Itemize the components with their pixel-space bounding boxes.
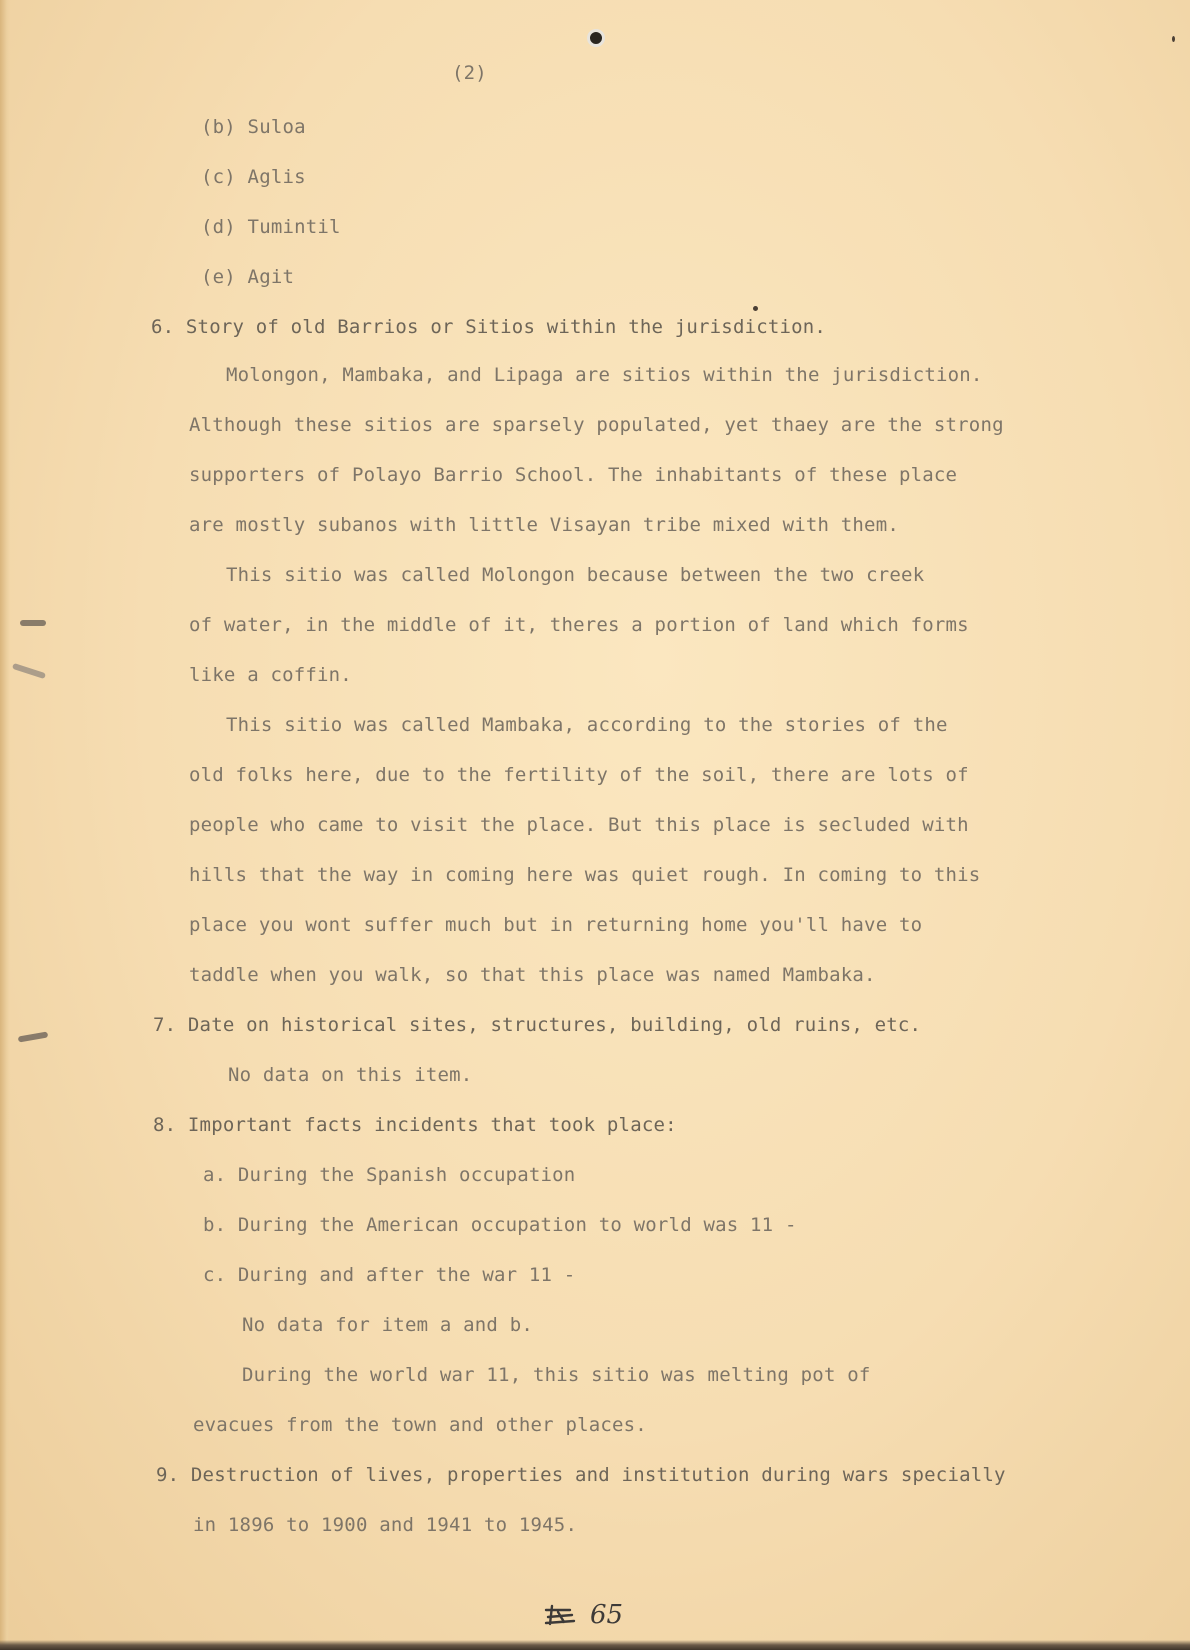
section-heading: 9. Destruction of lives, properties and institution during wars specially [156, 1464, 1006, 1486]
sublist-item: (b) Suloa [201, 116, 306, 138]
handwritten-scribble-icon [544, 1604, 576, 1626]
page-bottom-edge [0, 1640, 1190, 1650]
sublist-item: (c) Aglis [201, 166, 306, 188]
paragraph-line: During the world war 11, this sitio was melting pot of [242, 1364, 871, 1386]
page-damage-mark [12, 663, 46, 679]
paragraph-line: in 1896 to 1900 and 1941 to 1945. [193, 1514, 578, 1536]
paragraph-line: No data on this item. [228, 1064, 473, 1086]
paragraph-line: evacues from the town and other places. [193, 1414, 647, 1436]
subitem: b. During the American occupation to world was 11 - [203, 1214, 797, 1236]
section-heading: 7. Date on historical sites, structures, building, old ruins, etc. [153, 1014, 922, 1036]
paragraph-line: supporters of Polayo Barrio School. The inhabitants of these place [189, 464, 958, 486]
sublist-item: (e) Agit [201, 266, 295, 288]
sublist-item: (d) Tumintil [201, 216, 341, 238]
ink-speck [1172, 36, 1175, 42]
page-damage-mark [20, 620, 46, 626]
paragraph-line: This sitio was called Molongon because between the two creek [226, 564, 925, 586]
subitem: c. During and after the war 11 - [203, 1264, 576, 1286]
paragraph-line: of water, in the middle of it, theres a portion of land which forms [189, 614, 969, 636]
page-damage-mark [18, 1031, 49, 1042]
paragraph-line: people who came to visit the place. But this place is secluded with [189, 814, 969, 836]
paragraph-line: place you wont suffer much but in returning home you'll have to [189, 914, 923, 936]
paragraph-line: hills that the way in coming here was quiet rough. In coming to this [189, 864, 981, 886]
paragraph-line: Although these sitios are sparsely populated, yet thaey are the strong [189, 414, 1004, 436]
ink-speck [753, 306, 758, 311]
subitem: a. During the Spanish occupation [203, 1164, 576, 1186]
page-left-edge [0, 0, 10, 1650]
section-heading: 8. Important facts incidents that took place: [153, 1114, 677, 1136]
handwritten-number: 65 [590, 1600, 624, 1630]
paragraph-line: Molongon, Mambaka, and Lipaga are sitios within the jurisdiction. [226, 364, 983, 386]
paragraph-line: are mostly subanos with little Visayan tribe mixed with them. [189, 514, 899, 536]
paragraph-line: This sitio was called Mambaka, according to the stories of the [226, 714, 948, 736]
page-number: (2) [452, 62, 487, 84]
binding-hole-icon [587, 29, 605, 47]
paragraph-line: like a coffin. [189, 664, 352, 686]
paragraph-line: old folks here, due to the fertility of the soil, there are lots of [189, 764, 969, 786]
paragraph-line: No data for item a and b. [242, 1314, 533, 1336]
paragraph-line: taddle when you walk, so that this place was named Mambaka. [189, 964, 876, 986]
section-heading: 6. Story of old Barrios or Sitios within the jurisdiction. [151, 316, 827, 338]
